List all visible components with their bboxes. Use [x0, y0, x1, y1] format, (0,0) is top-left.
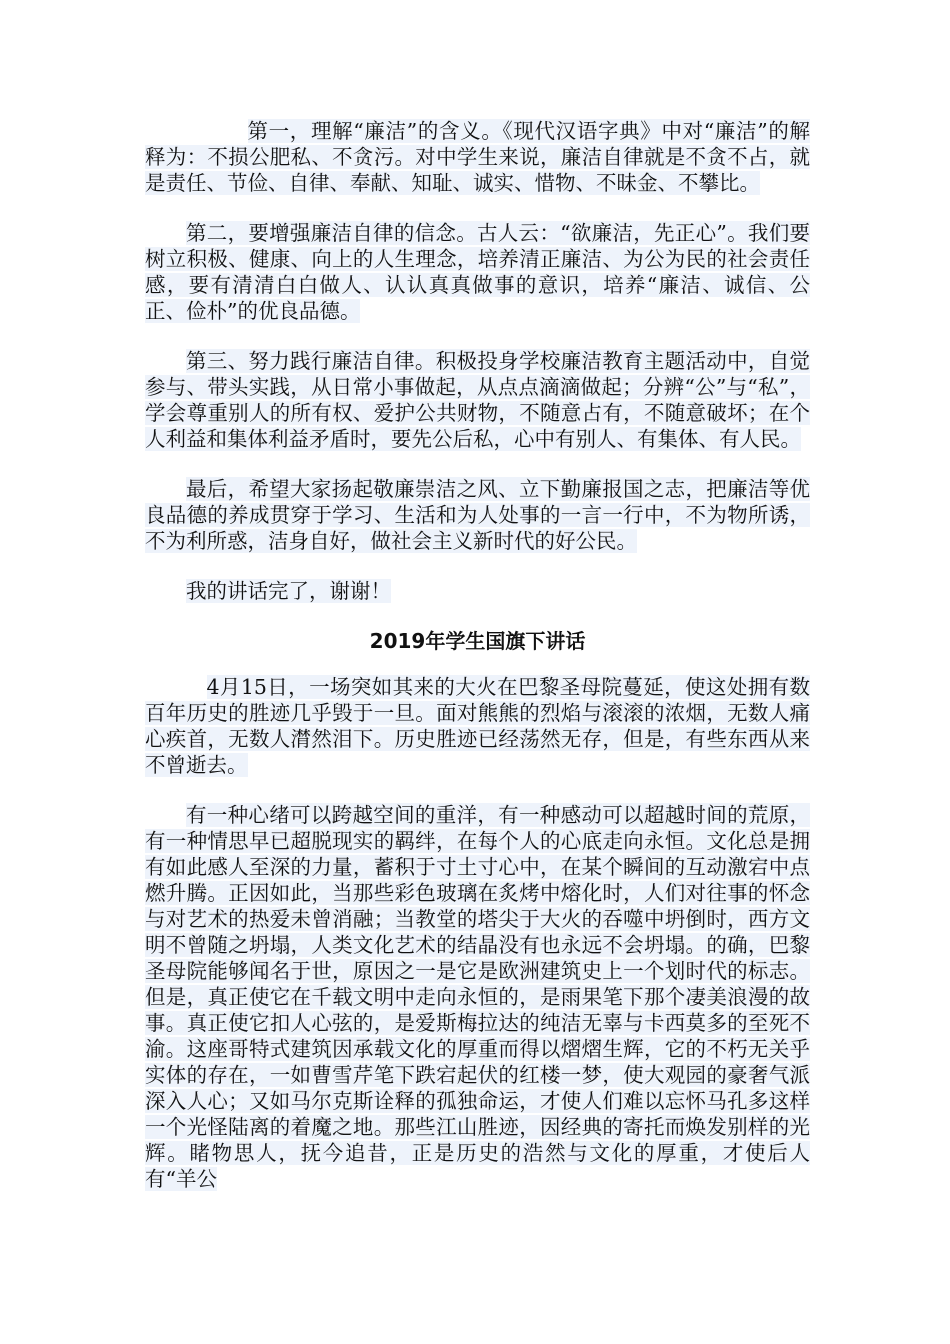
paragraph-practice-integrity [145, 348, 810, 452]
paragraph-text: 第二，要增强廉洁自律的信念。古人云：“欲廉洁，先正心”。我们要树立积极、健康、向上的人生理念，培养清正廉洁、为公为民的社会责任感，要有清清白白做人、认认真真做事的意识，培养“廉洁、诚信、公正、俭朴”的优良品德。 [145, 221, 810, 323]
paragraph-text: 我的讲话完了，谢谢！ [186, 579, 391, 603]
paragraph-strengthen-belief [145, 220, 810, 324]
paragraph-culture-power [145, 802, 810, 1192]
paragraph-understanding-integrity [145, 118, 810, 196]
paragraph-text: 4月15日，一场突如其来的大火在巴黎圣母院蔓延，使这处拥有数百年历史的胜迹几乎毁于一旦。面对熊熊的烈焰与滚滚的浓烟，无数人痛心疾首，无数人潸然泪下。历史胜迹已经荡然无存，但是，有些东西从来不曾逝去。 [145, 675, 810, 777]
paragraph-text: 第三、努力践行廉洁自律。积极投身学校廉洁教育主题活动中，自觉参与、带头实践，从日常小事做起，从点点滴滴做起；分辨“公”与“私”，学会尊重别人的所有权、爱护公共财物，不随意占有，不随意破坏；在个人利益和集体利益矛盾时，要先公后私，心中有别人、有集体、有人民。 [145, 349, 810, 451]
paragraph-text: 第一，理解“廉洁”的含义。《现代汉语字典》中对“廉洁”的解释为：不损公肥私、不贪污。对中学生来说，廉洁自律就是不贪不占，就是责任、节俭、自律、奉献、知耻、诚实、惜物、不昧金、不攀比。 [145, 119, 810, 195]
speech-title: 2019年学生国旗下讲话 [369, 629, 586, 653]
paragraph-text: 有一种心绪可以跨越空间的重洋，有一种感动可以超越时间的荒原，有一种情思早已超脱现实的羁绊，在每个人的心底走向永恒。文化总是拥有如此感人至深的力量，蓄积于寸土寸心中，在某个瞬间的互动激宕中点燃升腾。正因如此，当那些彩色玻璃在炙烤中熔化时，人们对往事的怀念与对艺术的热爱未曾消融；当教堂的塔尖于大火的吞噬中坍倒时，西方文明不曾随之坍塌，人类文化艺术的结晶没有也永远不会坍塌。的确，巴黎圣母院能够闻名于世，原因之一是它是欧洲建筑史上一个划时代的标志。但是，真正使它在千载文明中走向永恒的，是雨果笔下那个凄美浪漫的故事。真正使它扣人心弦的，是爱斯梅拉达的纯洁无辜与卡西莫多的至死不渝。这座哥特式建筑因承载文化的厚重而得以熠熠生辉，它的不朽无关乎实体的存在，一如曹雪芹笔下跌宕起伏的红楼一梦，使大观园的豪奢气派深入人心；又如马尔克斯诠释的孤独命运，才使人们难以忘怀马孔多这样一个光怪陆离的着魔之地。那些江山胜迹，因经典的寄托而焕发别样的光辉。睹物思人，抚今追昔，正是历史的浩然与文化的厚重，才使后人有“羊公 [145, 803, 810, 1191]
paragraph-text: 最后，希望大家扬起敬廉崇洁之风、立下勤廉报国之志，把廉洁等优良品德的养成贯穿于学习、生活和为人处事的一言一行中，不为物所诱，不为利所惑，洁身自好，做社会主义新时代的好公民。 [145, 477, 810, 553]
paragraph-thanks [145, 578, 810, 604]
paragraph-notre-dame-fire [145, 674, 810, 778]
paragraph-closing-hope [145, 476, 810, 554]
document-page [145, 118, 810, 1216]
